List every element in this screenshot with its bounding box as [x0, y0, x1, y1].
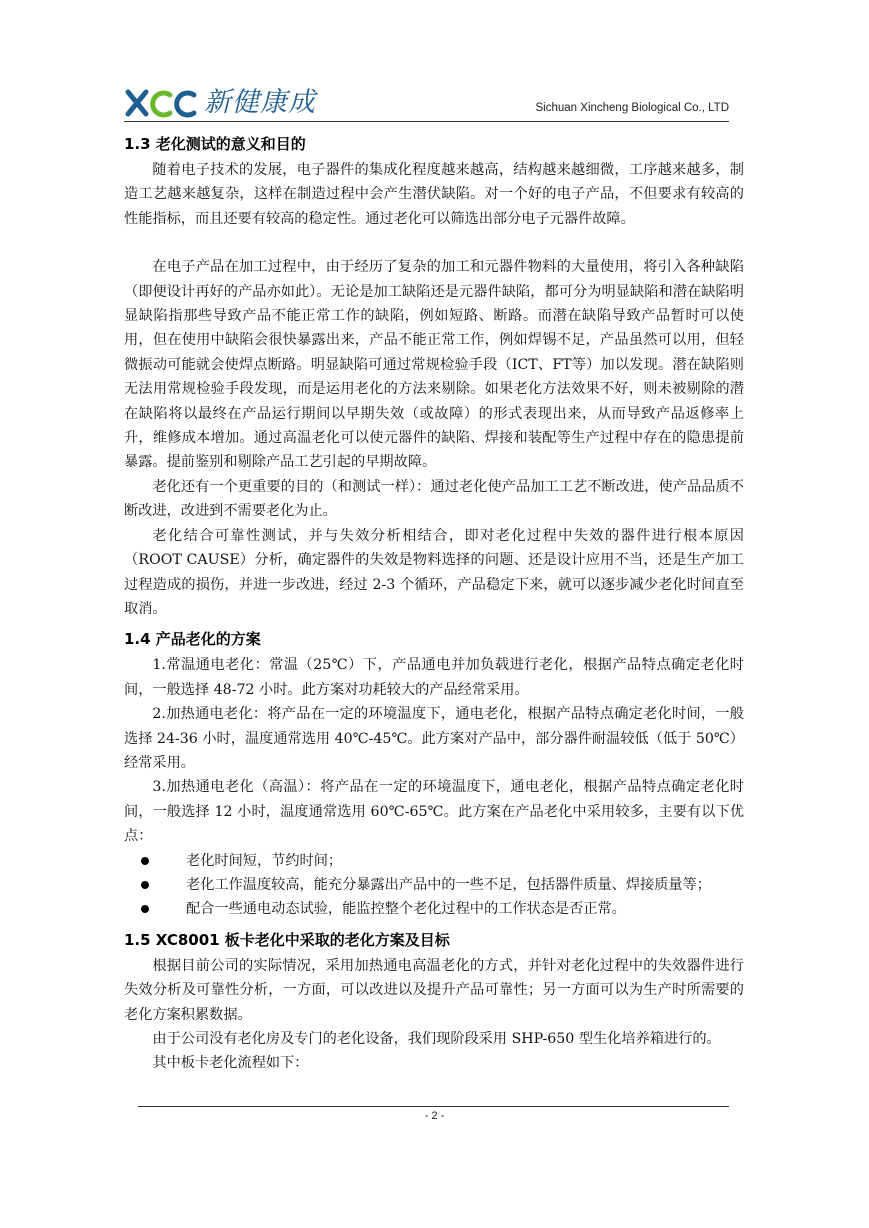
- logo-text: 新健康成: [204, 87, 316, 118]
- section-1-4-heading: 1.4 产品老化的方案: [124, 630, 261, 649]
- paragraph: 随着电子技术的发展，电子器件的集成化程度越来越高，结构越来越细微，工序越来越多，制造工艺越来越复杂，这样在制造过程中会产生潜伏缺陷。对一个好的电子产品，不但要求有较高的性能指标，而且还要有较高的稳定性。通过老化可以筛选出部分电子元器件故障。: [124, 162, 744, 227]
- paragraph: 其中板卡老化流程如下：: [152, 1055, 309, 1072]
- list-item: [124, 897, 744, 921]
- paragraph: 老化还有一个更重要的目的（和测试一样）：通过老化使产品加工工艺不断改进，使产品品质不断改进，改进到不需要老化为止。: [124, 478, 744, 520]
- paragraph: 1.常温通电老化：常温（25℃）下，产品通电并加负载进行老化，根据产品特点确定老化时间，一般选择 48-72 小时。此方案对功耗较大的产品经常采用。: [124, 657, 744, 698]
- list-item-text: 老化工作温度较高，能充分暴露出产品中的一些不足，包括器件质量、焊接质量等；: [186, 876, 711, 893]
- section-1-5-heading: 1.5 XC8001 板卡老化中采取的老化方案及目标: [124, 930, 450, 949]
- bullet-icon: [141, 905, 149, 913]
- paragraph: 老化结合可靠性测试，并与失效分析相结合，即对老化过程中失效的器件进行根本原因（ROOT CAUSE）分析，确定器件的失效是物料选择的问题、还是设计应用不当，还是生产加工过程造成的损伤，并进一步改进，经过 2-3 个循环，产品稳定下来，就可以逐步减少老化时间直至取消。: [124, 527, 744, 617]
- paragraph: 在电子产品在加工过程中，由于经历了复杂的加工和元器件物料的大量使用，将引入各种缺陷（即便设计再好的产品亦如此）。无论是加工缺陷还是元器件缺陷，都可分为明显缺陷和潜在缺陷明显缺陷指那些导致产品不能正常工作的缺陷，例如短路、断路。而潜在缺陷导致产品暂时可以使用，但在使用中缺陷会很快暴露出来，产品不能正常工作，例如焊锡不足，产品虽然可以用，但轻微振动可能就会使焊点断路。明显缺陷可通过常规检验手段（ICT、FT等）加以发现。潜在缺陷则无法用常规检验手段发现，而是运用老化的方法来剔除。如果老化方法效果不好，则未被剔除的潜在缺陷将以最终在产品运行期间以早期失效（或故障）的形式表现出来，从而导致产品返修率上升，维修成本增加。通过高温老化可以使元器件的缺陷、焊接和装配等生产过程中存在的隐患提前暴露。提前鉴别和剔除产品工艺引起的早期故障。: [124, 259, 744, 471]
- page-number: - 2 -: [424, 1110, 445, 1122]
- list-item: [124, 873, 744, 897]
- bullet-icon: [141, 881, 149, 889]
- list-item: [124, 849, 744, 873]
- company-logo: [124, 86, 316, 120]
- advantages-list: [124, 849, 744, 922]
- section-1-3-heading: 1.3 老化测试的意义和目的: [124, 135, 306, 153]
- paragraph: 根据目前公司的实际情况，采用加热通电高温老化的方式，并针对老化过程中的失效器件进行失效分析及可靠性分析，一方面，可以改进以及提升产品可靠性；另一方面可以为生产时所需要的老化方案积累数据。: [124, 957, 744, 1023]
- company-name: Sichuan Xincheng Biological Co., LTD: [535, 102, 729, 114]
- page-header: [124, 86, 729, 120]
- paragraph: 2.加热通电老化：将产品在一定的环境温度下，通电老化，根据产品特点确定老化时间，一般选择 24-36 小时，温度通常选用 40℃-45℃。此方案对产品中，部分器件耐温较低（低于 50℃）经常采用。: [124, 706, 744, 771]
- paragraph: 3.加热通电老化（高温）：将产品在一定的环境温度下，通电老化，根据产品特点确定老化时间，一般选择 12 小时，温度通常选用 60℃-65℃。此方案在产品老化中采用较多，主要有以下优点：: [124, 779, 744, 845]
- list-item-text: 配合一些通电动态试验，能监控整个老化过程中的工作状态是否正常。: [186, 901, 626, 918]
- bullet-icon: [141, 857, 149, 865]
- logo-mark-icon: [124, 86, 202, 120]
- header-divider: [124, 121, 729, 122]
- document-body: [124, 126, 744, 1076]
- list-item-text: 老化时间短，节约时间；: [186, 852, 343, 869]
- footer-divider: [138, 1106, 729, 1107]
- paragraph: 由于公司没有老化房及专门的老化设备，我们现阶段采用 SHP-650 型生化培养箱进行的。: [152, 1031, 721, 1047]
